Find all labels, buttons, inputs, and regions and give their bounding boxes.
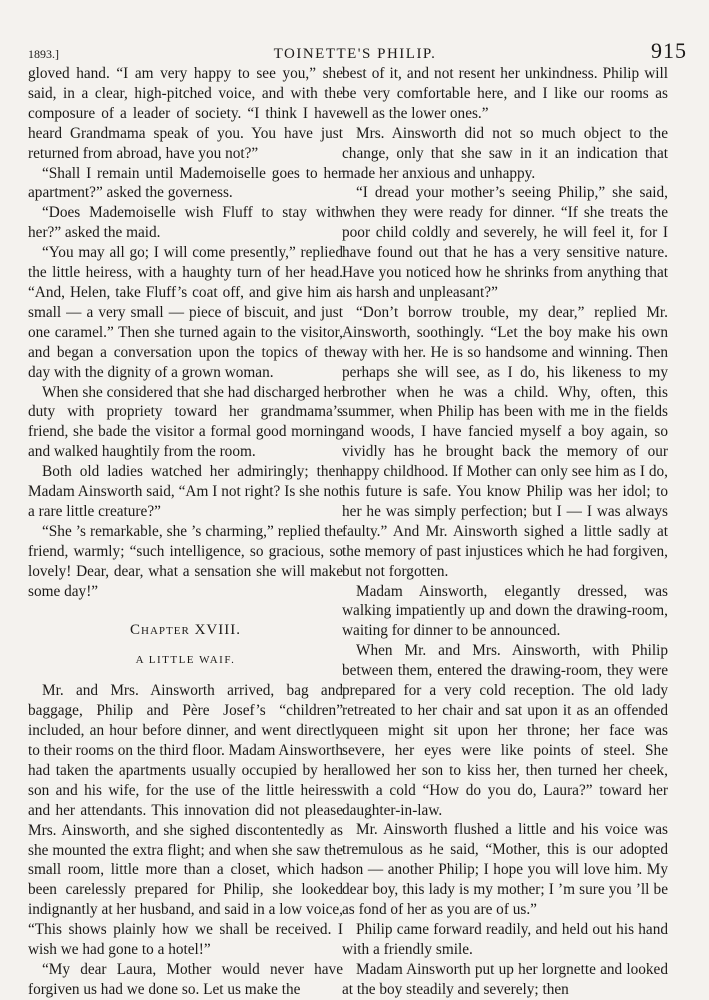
paragraph: Mrs. Ainsworth did not so much object to the change, only that she saw in it an indication that made her anxious and unhappy.	[342, 124, 668, 182]
chapter-subtitle: A LITTLE WAIF.	[135, 654, 236, 667]
paragraph: Philip came forward readily, and held out his hand with a friendly smile.	[342, 920, 668, 958]
header-title: TOINETTE'S PHILIP.	[273, 46, 437, 62]
paragraph: “I dread your mother’s seeing Philip,” she said, when they were ready for dinner. “If she treats the poor child coldly and severely, he will feel it, for I have found out that he has a very sensitive nature. Have you noticed how he shrinks from anything that is harsh and unpleasant?”	[342, 184, 668, 301]
right-column	[342, 64, 668, 1000]
paragraph: “Does Mademoiselle wish Fluff to stay with her?” asked the maid.	[28, 204, 343, 242]
header-date: 1893.]	[28, 47, 59, 61]
paragraph: When Mr. and Mrs. Ainsworth, with Philip between them, entered the drawing-room, they were prepared for a very cold reception. The old lady retreated to her chair and sat upon it as an offended queen might sit upon her throne; her face was severe, her eyes were like points of steel. She allowed her son to kiss her, then turned her cheek, with a cold “How do you do, Laura?” toward her daughter-in-law.	[342, 642, 668, 819]
paragraph: Mr. Ainsworth flushed a little and his voice was tremulous as he said, “Mother, this is our adopted son — another Philip; I hope you will love him. My dear boy, this lady is my mother; I ’m sure you ’ll be as fond of her as you are of us.”	[342, 821, 668, 919]
paragraph: Madam Ainsworth put up her lorgnette and looked at the boy steadily and severely; then	[342, 960, 668, 998]
paragraph: best of it, and not resent her unkindness. Philip will be very comfortable here, and I like our rooms as well as the lower ones.”	[342, 65, 668, 122]
paragraph: Both old ladies watched her admiringly; then Madam Ainsworth said, “Am I not right? Is she not a rare little creature?”	[28, 463, 343, 520]
page-number: 915	[650, 38, 687, 63]
paragraph: Mr. and Mrs. Ainsworth arrived, bag and baggage, Philip and Père Josef’s “children” included, an hour before dinner, and went directly to their rooms on the third floor. Madam Ainsworth had taken the apartments usually occupied by her son and his wife, for the use of the little heiress and her attendants. This innovation did not please Mrs. Ainsworth, and she sighed discontentedly as she mounted the extra flight; and when she saw the small room, little more than a closet, which had been carelessly prepared for Philip, she looked indignantly at her husband, and said in a low voice, “This shows plainly how we shall be received. I wish we had gone to a hotel!”	[28, 682, 343, 959]
paragraph: When she considered that she had discharged her duty with propriety toward her grandmama’s friend, she bade the visitor a formal good morning and walked haughtily from the room.	[28, 383, 343, 461]
paragraph: “She ’s remarkable, she ’s charming,” replied the friend, warmly; “such intelligence, so gracious, so lovely! Dear, dear, what a sensation she will make some day!”	[28, 522, 343, 600]
paragraph: “Shall I remain until Mademoiselle goes to her apartment?” asked the governess.	[28, 164, 343, 202]
paragraph: gloved hand. “I am very happy to see you,” she said, in a clear, high-pitched voice, and with the composure of a leader of society. “I think I have heard Grandmama speak of you. You have just returned from abroad, have you not?”	[28, 65, 343, 162]
running-header	[28, 38, 687, 64]
left-column	[28, 64, 343, 1000]
chapter-heading: Chapter XVIII.	[130, 622, 241, 639]
paragraph: “You may all go; I will come presently,” replied the little heiress, with a haughty turn of her head. “And, Helen, take Fluff’s coat off, and give him a small — a very small — piece of biscuit, and just one caramel.” Then she turned again to the visitor, and began a conversation upon the topics of the day with the dignity of a grown woman.	[28, 244, 343, 381]
paragraph: Madam Ainsworth, elegantly dressed, was walking impatiently up and down the drawing-room, waiting for dinner to be announced.	[342, 582, 668, 640]
paragraph: “My dear Laura, Mother would never have forgiven us had we done so. Let us make the	[28, 960, 343, 998]
paragraph: “Don’t borrow trouble, my dear,” replied Mr. Ainsworth, soothingly. “Let the boy make his own way with her. He is so handsome and winning. Then perhaps she will see, as I do, his likeness to my brother when he was a child. Why, often, this summer, when Philip has been with me in the fields and woods, I have fancied myself a boy again, so vividly has he brought back the memory of our happy childhood. If Mother can only see him as I do, his future is safe. You know Philip was her idol; to her he was simply perfection; but I — I was always faulty.” And Mr. Ainsworth sighed a little sadly at the memory of past injustices which he had forgiven, but not forgotten.	[342, 303, 668, 580]
